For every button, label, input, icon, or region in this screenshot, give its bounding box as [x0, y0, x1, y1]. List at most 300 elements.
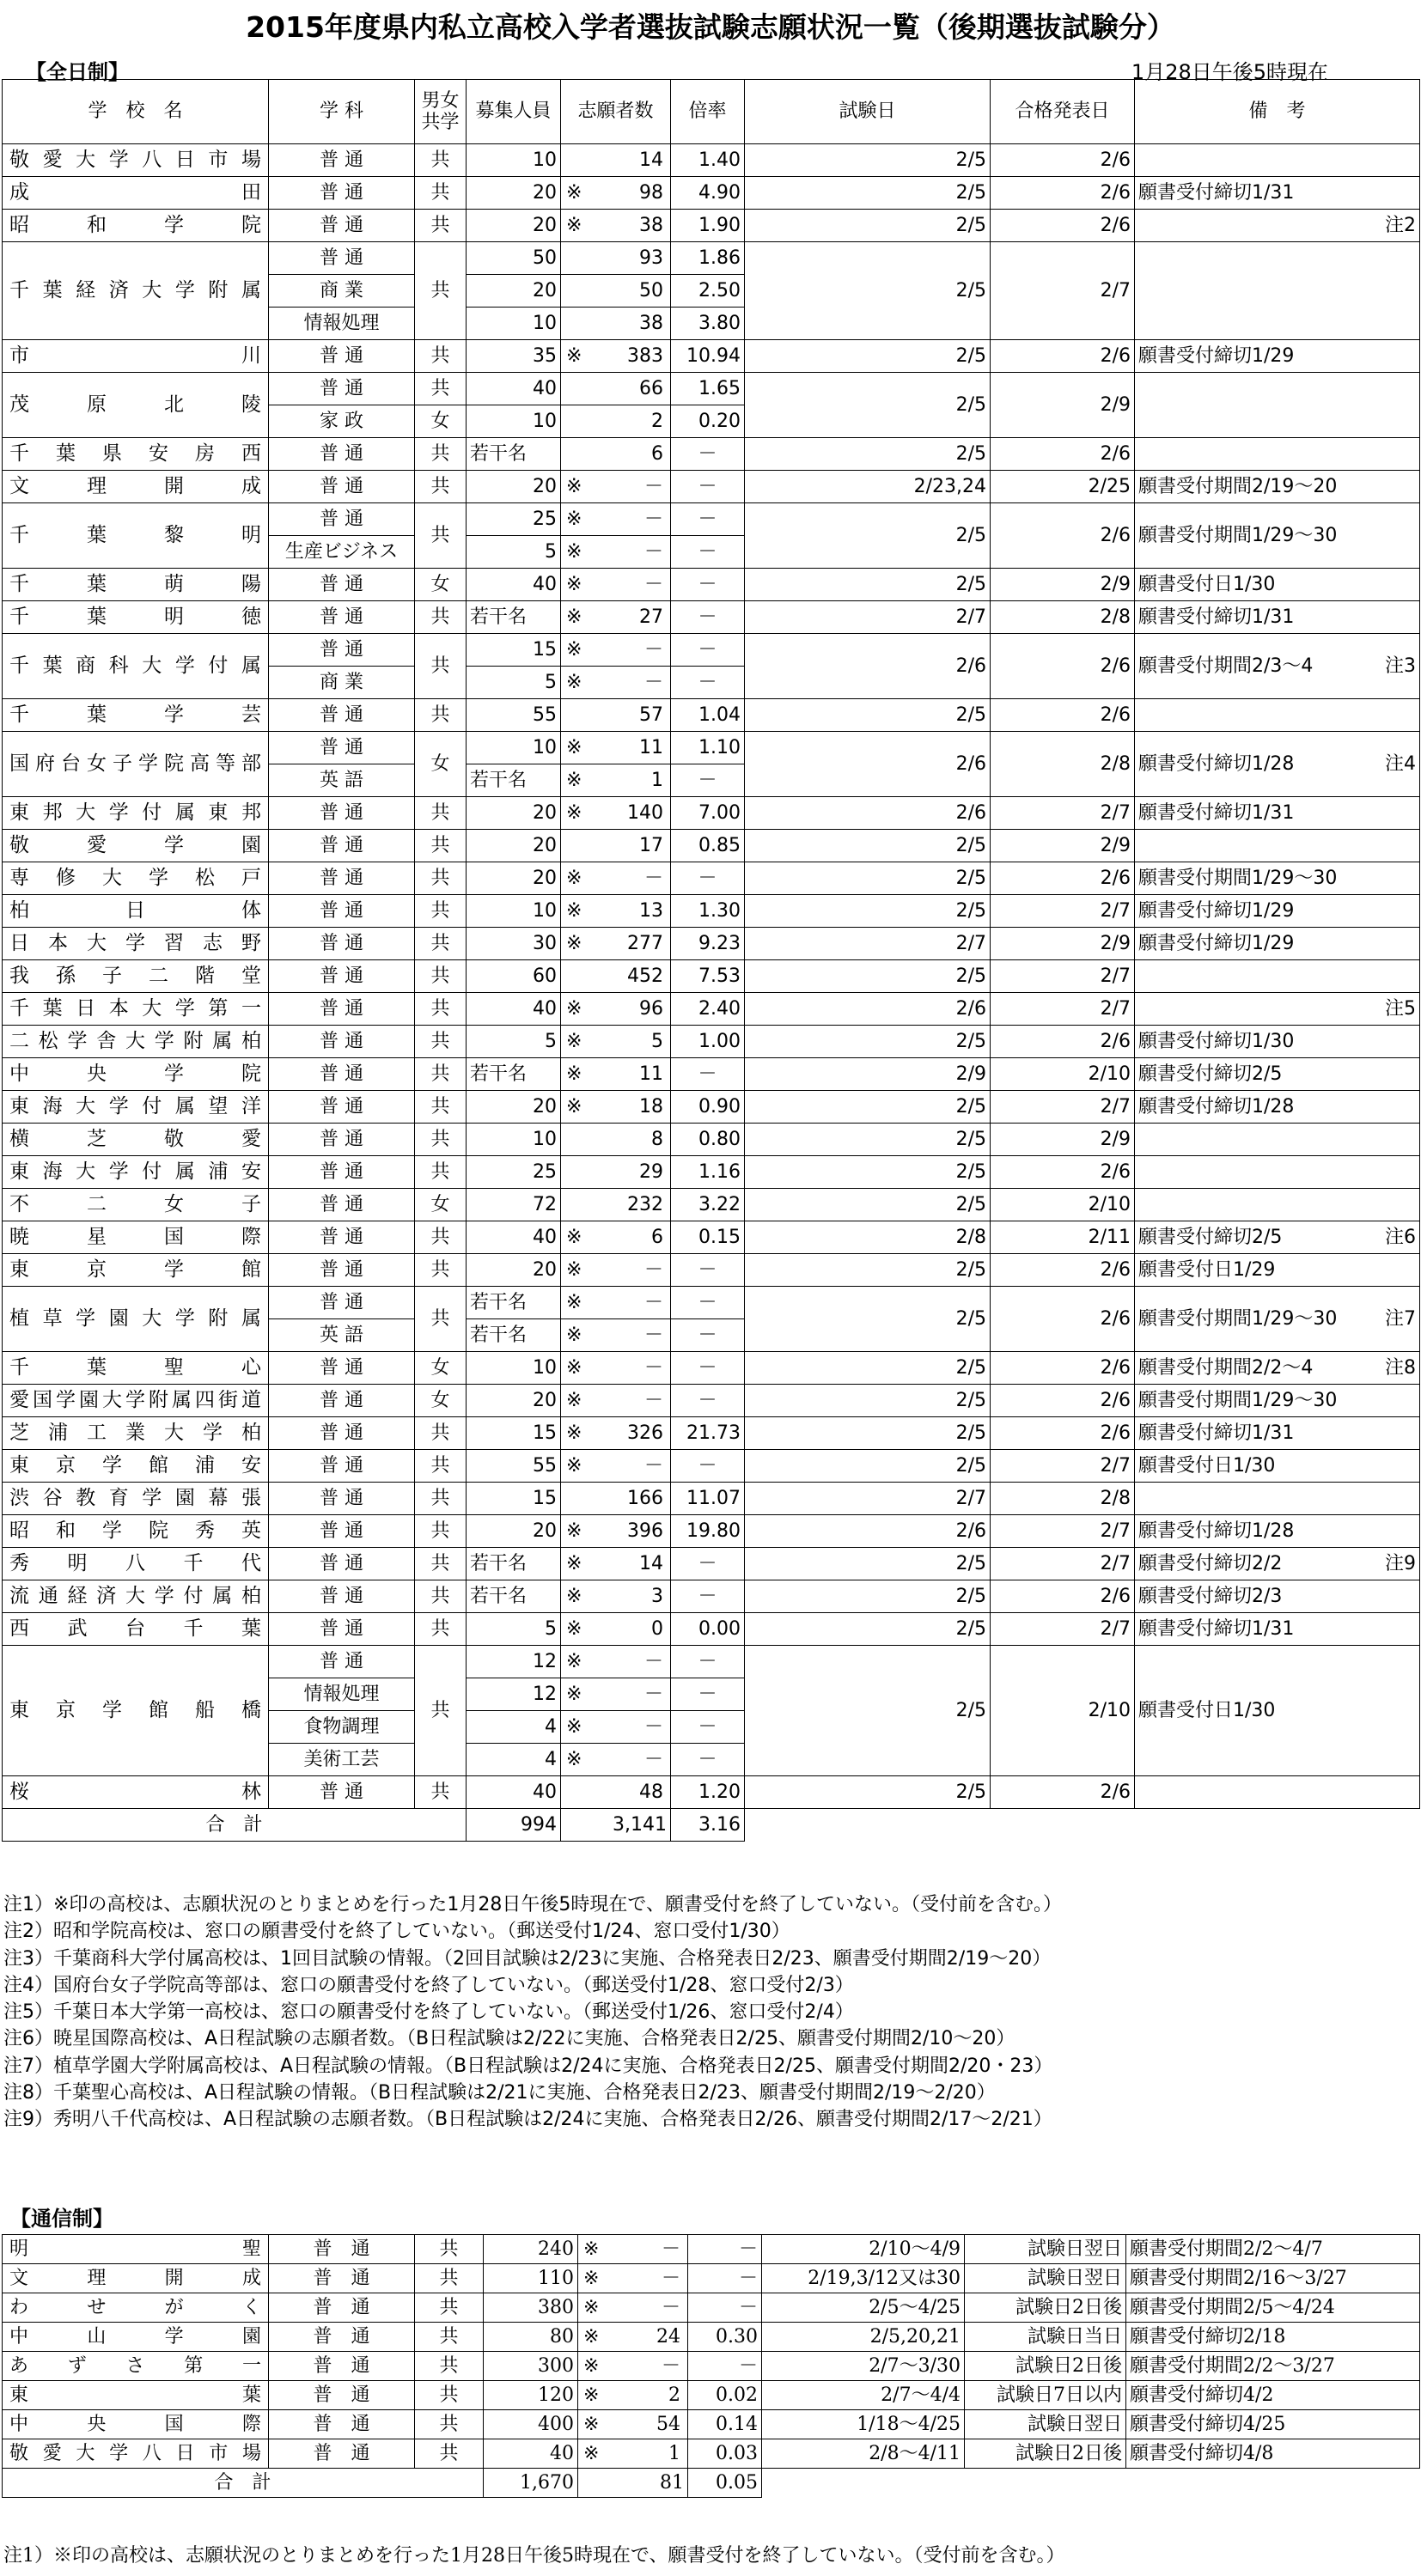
dept-cell: 普 通	[269, 1548, 415, 1580]
dept-cell: 普 通	[269, 471, 415, 503]
dept-cell: 普 通	[269, 373, 415, 405]
exam-date-cell: 2/6	[745, 732, 991, 797]
capacity-cell: 若干名	[467, 1287, 561, 1319]
school-name-cell: 千葉日本大学第一	[3, 993, 269, 1026]
school-name-cell: 茂原北陵	[3, 373, 269, 438]
pending-mark	[561, 960, 590, 993]
ratio-cell: 21.73	[671, 1417, 745, 1450]
ratio-cell: －	[671, 601, 745, 634]
pending-mark: ※	[561, 1058, 590, 1091]
applicants-cell: 0	[590, 1613, 671, 1646]
applicants-cell: 27	[590, 601, 671, 634]
applicants-cell: 383	[590, 340, 671, 373]
pending-mark: ※	[561, 634, 590, 667]
applicants-cell: 277	[590, 928, 671, 960]
table-row	[3, 1058, 1420, 1091]
applicants-cell: 14	[590, 1548, 671, 1580]
pending-mark: ※	[561, 732, 590, 764]
exam-date-cell: 2/5	[745, 960, 991, 993]
table-row	[3, 1548, 1420, 1580]
applicants-cell: 396	[590, 1515, 671, 1548]
pending-mark	[561, 1483, 590, 1515]
ratio-cell: －	[688, 2235, 762, 2264]
capacity-cell: 15	[467, 634, 561, 667]
result-date-cell: 2/10	[991, 1189, 1135, 1221]
applicants-cell: －	[590, 503, 671, 536]
result-date-cell: 2/6	[991, 503, 1135, 569]
exam-date-cell: 2/5	[745, 503, 991, 569]
school-name-cell: 千葉聖心	[3, 1352, 269, 1385]
applicants-cell: 6	[590, 438, 671, 471]
capacity-cell: 20	[467, 1254, 561, 1287]
table-row	[3, 895, 1420, 928]
applicants-cell: 93	[590, 242, 671, 275]
dept-cell: 普 通	[269, 2439, 415, 2469]
remarks-cell	[1135, 895, 1420, 928]
exam-date-cell: 2/5	[745, 210, 991, 242]
pending-mark: ※	[561, 210, 590, 242]
table-row	[3, 340, 1420, 373]
remarks-cell	[1135, 1417, 1420, 1450]
result-date-cell: 2/6	[991, 862, 1135, 895]
remarks-cell	[1135, 797, 1420, 830]
note-line: 注8）千葉聖心高校は、A日程試験の情報。（B日程試験は2/21に実施、合格発表日2/23、願書受付期間2/19～2/20）	[3, 2082, 996, 2104]
table-row	[3, 830, 1420, 862]
exam-date-cell: 2/5	[745, 830, 991, 862]
dept-cell: 情報処理	[269, 1678, 415, 1711]
dept-cell: 普 通	[269, 1776, 415, 1809]
result-date-cell: 試験日2日後	[965, 2293, 1126, 2323]
table-row	[3, 144, 1420, 177]
ratio-cell: 11.07	[671, 1483, 745, 1515]
remarks-cell	[1135, 340, 1420, 373]
capacity-cell: 20	[467, 177, 561, 210]
remarks-cell	[1135, 1352, 1420, 1385]
exam-date-cell: 2/6	[745, 993, 991, 1026]
school-name-cell: 我孫子二階堂	[3, 960, 269, 993]
dept-cell: 英 語	[269, 1319, 415, 1352]
remarks-text: 願書受付締切1/31	[1138, 801, 1295, 824]
capacity-cell: 12	[467, 1646, 561, 1678]
dept-cell: 普 通	[269, 569, 415, 601]
coed-cell: 共	[415, 1548, 467, 1580]
remarks-text: 願書受付期間2/2～4	[1138, 1356, 1314, 1379]
capacity-cell: 20	[467, 797, 561, 830]
ratio-cell: 3.80	[671, 308, 745, 340]
ratio-cell: －	[688, 2264, 762, 2293]
exam-date-cell: 2/7	[745, 601, 991, 634]
remarks-cell	[1135, 471, 1420, 503]
remarks-cell	[1135, 1058, 1420, 1091]
table-row	[3, 960, 1420, 993]
pending-mark: ※	[561, 601, 590, 634]
result-date-cell: 2/7	[991, 242, 1135, 340]
dept-cell: 普 通	[269, 1483, 415, 1515]
table-row	[3, 177, 1420, 210]
school-name-cell: 西武台千葉	[3, 1613, 269, 1646]
table-row	[3, 1352, 1420, 1385]
ratio-cell: 9.23	[671, 928, 745, 960]
exam-date-cell: 2/7	[745, 1483, 991, 1515]
applicants-cell: 48	[590, 1776, 671, 1809]
capacity-cell: 40	[467, 373, 561, 405]
capacity-cell: 10	[467, 405, 561, 438]
remarks-cell	[1135, 1385, 1420, 1417]
exam-date-cell: 2/19,3/12又は30	[762, 2264, 965, 2293]
pending-mark: ※	[561, 1352, 590, 1385]
remarks-text: 願書受付締切1/31	[1138, 1422, 1295, 1444]
as-of-date: 1月28日午後5時現在	[1131, 60, 1328, 84]
note-ref: 注3	[1385, 655, 1417, 677]
ratio-cell: 0.14	[688, 2410, 762, 2439]
applicants-cell: 232	[590, 1189, 671, 1221]
exam-date-cell: 2/7～4/4	[762, 2381, 965, 2410]
exam-date-cell: 2/5	[745, 1580, 991, 1613]
exam-date-cell: 2/5	[745, 340, 991, 373]
pending-mark: ※	[561, 862, 590, 895]
school-name-cell: 暁星国際	[3, 1221, 269, 1254]
table-row	[3, 732, 1420, 764]
pending-mark: ※	[561, 536, 590, 569]
exam-date-cell: 2/5	[745, 242, 991, 340]
coed-cell: 共	[415, 2352, 484, 2381]
applicants-cell: －	[590, 1678, 671, 1711]
remarks-cell	[1135, 569, 1420, 601]
dept-cell: 普 通	[269, 2293, 415, 2323]
dept-cell: 普 通	[269, 1221, 415, 1254]
pending-mark	[561, 242, 590, 275]
coed-cell: 共	[415, 1450, 467, 1483]
result-date-cell: 2/7	[991, 797, 1135, 830]
table-row	[3, 1417, 1420, 1450]
ratio-cell: 2.40	[671, 993, 745, 1026]
remarks-text: 願書受付期間1/29～30	[1138, 1307, 1338, 1330]
school-name-cell: あずさ第一	[3, 2352, 269, 2381]
ratio-cell: 1.20	[671, 1776, 745, 1809]
exam-date-cell: 2/5	[745, 699, 991, 732]
pending-mark: ※	[561, 471, 590, 503]
result-date-cell: 2/8	[991, 601, 1135, 634]
dept-cell: 情報処理	[269, 308, 415, 340]
capacity-cell: 40	[484, 2439, 578, 2469]
remarks-cell	[1135, 928, 1420, 960]
dept-cell: 普 通	[269, 2352, 415, 2381]
table-row	[3, 634, 1420, 667]
table-row	[3, 1483, 1420, 1515]
applicants-cell: 3	[590, 1580, 671, 1613]
coed-cell: 共	[415, 2235, 484, 2264]
school-name-cell: 植草学園大学附属	[3, 1287, 269, 1352]
remarks-cell	[1135, 1091, 1420, 1124]
dept-cell: 普 通	[269, 1515, 415, 1548]
result-date-cell: 2/6	[991, 634, 1135, 699]
applicants-cell: 17	[590, 830, 671, 862]
result-date-cell: 試験日翌日	[965, 2410, 1126, 2439]
school-name-cell: 日本大学習志野	[3, 928, 269, 960]
header-school: 学 校 名	[3, 80, 269, 144]
exam-date-cell: 2/5	[745, 1776, 991, 1809]
pending-mark: ※	[561, 1287, 590, 1319]
result-date-cell: 2/7	[991, 1450, 1135, 1483]
coed-cell: 共	[415, 2439, 484, 2469]
result-date-cell: 2/6	[991, 1026, 1135, 1058]
coed-cell: 女	[415, 569, 467, 601]
pending-mark	[561, 308, 590, 340]
total-applicants: 3,141	[561, 1809, 671, 1842]
applicants-cell: 13	[590, 895, 671, 928]
ratio-cell: 7.53	[671, 960, 745, 993]
dept-cell: 普 通	[269, 1613, 415, 1646]
exam-date-cell: 2/5	[745, 569, 991, 601]
ratio-cell: 0.02	[688, 2381, 762, 2410]
ratio-cell: 0.20	[671, 405, 745, 438]
result-date-cell: 試験日当日	[965, 2323, 1126, 2352]
remarks-cell	[1135, 862, 1420, 895]
notes-fulltime	[3, 1891, 1062, 2134]
table-row	[3, 2410, 1420, 2439]
pending-mark: ※	[561, 993, 590, 1026]
remarks-cell	[1135, 144, 1420, 177]
fulltime-table	[2, 79, 1420, 1842]
remarks-cell	[1135, 177, 1420, 210]
applicants-cell: 140	[590, 797, 671, 830]
ratio-cell: －	[671, 1678, 745, 1711]
pending-mark: ※	[561, 1548, 590, 1580]
dept-cell: 普 通	[269, 438, 415, 471]
remarks-text: 願書受付期間2/19～20	[1138, 475, 1338, 497]
ratio-cell: 1.90	[671, 210, 745, 242]
total-applicants: 81	[578, 2469, 688, 2498]
applicants-cell: 96	[590, 993, 671, 1026]
remarks-cell	[1135, 1646, 1420, 1776]
coed-cell: 女	[415, 405, 467, 438]
table-row	[3, 1515, 1420, 1548]
school-name-cell: 二松学舎大学附属柏	[3, 1026, 269, 1058]
applicants-cell: －	[590, 1287, 671, 1319]
coed-cell: 共	[415, 1221, 467, 1254]
capacity-cell: 40	[467, 569, 561, 601]
table-row	[3, 1091, 1420, 1124]
page-title: 2015年度県内私立高校入学者選抜試験志願状況一覧（後期選抜試験分）	[246, 10, 1175, 44]
pending-mark	[561, 1776, 590, 1809]
applicants-cell: 6	[590, 1221, 671, 1254]
pending-mark	[561, 373, 590, 405]
table-row	[3, 373, 1420, 405]
applicants-cell: 66	[590, 373, 671, 405]
pending-mark: ※	[578, 2439, 607, 2469]
school-name-cell: 東葉	[3, 2381, 269, 2410]
capacity-cell: 4	[467, 1711, 561, 1744]
capacity-cell: 55	[467, 699, 561, 732]
capacity-cell: 15	[467, 1417, 561, 1450]
school-name-cell: 成田	[3, 177, 269, 210]
coed-cell: 共	[415, 503, 467, 569]
remarks-cell	[1135, 1580, 1420, 1613]
capacity-cell: 120	[484, 2381, 578, 2410]
ratio-cell: －	[688, 2293, 762, 2323]
coed-cell: 共	[415, 1646, 467, 1776]
school-name-cell: 昭和学院秀英	[3, 1515, 269, 1548]
dept-cell: 美術工芸	[269, 1744, 415, 1776]
remarks-cell	[1135, 732, 1420, 797]
remarks-cell: 願書受付期間2/5～4/24	[1126, 2293, 1420, 2323]
result-date-cell: 2/7	[991, 1091, 1135, 1124]
capacity-cell: 30	[467, 928, 561, 960]
table-row	[3, 2439, 1420, 2469]
school-name-cell: わせがく	[3, 2293, 269, 2323]
pending-mark: ※	[578, 2293, 607, 2323]
table-row	[3, 1450, 1420, 1483]
applicants-cell: 2	[590, 405, 671, 438]
school-name-cell: 文理開成	[3, 2264, 269, 2293]
note-ref: 注4	[1385, 752, 1417, 775]
header-applicants: 志願者数	[561, 80, 671, 144]
remarks-text: 願書受付締切1/31	[1138, 606, 1295, 628]
coed-cell: 共	[415, 895, 467, 928]
table-row	[3, 1287, 1420, 1319]
table-row	[3, 699, 1420, 732]
school-name-cell: 中央国際	[3, 2410, 269, 2439]
dept-cell: 普 通	[269, 1026, 415, 1058]
pending-mark: ※	[561, 1711, 590, 1744]
exam-date-cell: 2/5	[745, 373, 991, 438]
table-row	[3, 210, 1420, 242]
dept-cell: 普 通	[269, 1352, 415, 1385]
coed-cell: 共	[415, 2381, 484, 2410]
pending-mark: ※	[561, 1450, 590, 1483]
school-name-cell: 敬愛大学八日市場	[3, 144, 269, 177]
ratio-cell: －	[671, 1385, 745, 1417]
table-row	[3, 1776, 1420, 1809]
coed-cell: 共	[415, 1287, 467, 1352]
exam-date-cell: 2/5	[745, 1385, 991, 1417]
capacity-cell: 40	[467, 993, 561, 1026]
coed-cell: 共	[415, 699, 467, 732]
ratio-cell: 0.03	[688, 2439, 762, 2469]
dept-cell: 食物調理	[269, 1711, 415, 1744]
capacity-cell: 20	[467, 1385, 561, 1417]
exam-date-cell: 2/5	[745, 177, 991, 210]
result-date-cell: 2/9	[991, 928, 1135, 960]
note-ref: 注9	[1385, 1552, 1417, 1574]
table-header-row	[3, 80, 1420, 144]
result-date-cell: 2/7	[991, 895, 1135, 928]
applicants-cell: 54	[607, 2410, 688, 2439]
note-line: 注6）暁星国際高校は、A日程試験の志願者数。（B日程試験は2/22に実施、合格発表日2/25、願書受付期間2/10～20）	[3, 2028, 1015, 2050]
dept-cell: 普 通	[269, 1646, 415, 1678]
exam-date-cell: 2/5	[745, 1124, 991, 1156]
ratio-cell: －	[671, 764, 745, 797]
remarks-text: 願書受付締切1/31	[1138, 181, 1295, 204]
ratio-cell: 10.94	[671, 340, 745, 373]
result-date-cell: 2/9	[991, 830, 1135, 862]
capacity-cell: 10	[467, 1352, 561, 1385]
exam-date-cell: 2/10～4/9	[762, 2235, 965, 2264]
coed-cell: 共	[415, 1580, 467, 1613]
coed-cell: 共	[415, 1515, 467, 1548]
header-capacity: 募集人員	[467, 80, 561, 144]
ratio-cell: 1.65	[671, 373, 745, 405]
dept-cell: 普 通	[269, 601, 415, 634]
table-row	[3, 1385, 1420, 1417]
ratio-cell: －	[671, 1058, 745, 1091]
capacity-cell: 若干名	[467, 1580, 561, 1613]
dept-cell: 普 通	[269, 895, 415, 928]
pending-mark	[561, 438, 590, 471]
applicants-cell: 1	[607, 2439, 688, 2469]
applicants-cell: 8	[590, 1124, 671, 1156]
dept-cell: 普 通	[269, 1385, 415, 1417]
dept-cell: 英 語	[269, 764, 415, 797]
pending-mark	[561, 1156, 590, 1189]
pending-mark: ※	[561, 1385, 590, 1417]
remarks-cell	[1135, 1156, 1420, 1189]
dept-cell: 普 通	[269, 1287, 415, 1319]
coed-cell: 共	[415, 2410, 484, 2439]
dept-cell: 普 通	[269, 2410, 415, 2439]
note-ref: 注5	[1385, 997, 1417, 1020]
ratio-cell: 1.00	[671, 1026, 745, 1058]
result-date-cell: 2/6	[991, 1156, 1135, 1189]
table-row	[3, 242, 1420, 275]
exam-date-cell: 2/6	[745, 634, 991, 699]
ratio-cell: 1.10	[671, 732, 745, 764]
school-name-cell: 敬愛学園	[3, 830, 269, 862]
dept-cell: 普 通	[269, 242, 415, 275]
remarks-cell	[1135, 601, 1420, 634]
dept-cell: 普 通	[269, 993, 415, 1026]
capacity-cell: 5	[467, 667, 561, 699]
school-name-cell: 文理開成	[3, 471, 269, 503]
remarks-text: 願書受付締切1/30	[1138, 1030, 1295, 1052]
capacity-cell: 50	[467, 242, 561, 275]
pending-mark: ※	[561, 1417, 590, 1450]
exam-date-cell: 2/5,20,21	[762, 2323, 965, 2352]
school-name-cell: 渋谷教育学園幕張	[3, 1483, 269, 1515]
remarks-text: 願書受付締切1/28	[1138, 752, 1295, 775]
dept-cell: 普 通	[269, 2264, 415, 2293]
table-row	[3, 471, 1420, 503]
applicants-cell: 11	[590, 1058, 671, 1091]
school-name-cell: 国府台女子学院高等部	[3, 732, 269, 797]
applicants-cell: 24	[607, 2323, 688, 2352]
applicants-cell: －	[590, 1352, 671, 1385]
ratio-cell: －	[671, 569, 745, 601]
table-row	[3, 1026, 1420, 1058]
remarks-cell	[1135, 1026, 1420, 1058]
result-date-cell: 2/6	[991, 1776, 1135, 1809]
coed-cell: 共	[415, 438, 467, 471]
capacity-cell: 15	[467, 1483, 561, 1515]
table-row	[3, 503, 1420, 536]
coed-cell: 共	[415, 210, 467, 242]
result-date-cell: 2/9	[991, 1124, 1135, 1156]
table-row	[3, 1189, 1420, 1221]
note-line: 注4）国府台女子学院高等部は、窓口の願書受付を終了していない。（郵送受付1/28、窓口受付2/3）	[3, 1974, 854, 1996]
dept-cell: 普 通	[269, 2323, 415, 2352]
table-row	[3, 928, 1420, 960]
total-blank	[745, 1809, 1420, 1842]
total-blank	[762, 2469, 1420, 2498]
remarks-text: 願書受付日1/30	[1138, 1699, 1276, 1721]
section-label-correspondence: 【通信制】	[10, 2207, 113, 2231]
coed-cell: 共	[415, 1613, 467, 1646]
pending-mark: ※	[561, 177, 590, 210]
coed-cell: 共	[415, 373, 467, 405]
dept-cell: 普 通	[269, 177, 415, 210]
result-date-cell: 2/6	[991, 1352, 1135, 1385]
remarks-text: 願書受付期間2/3～4	[1138, 655, 1314, 677]
